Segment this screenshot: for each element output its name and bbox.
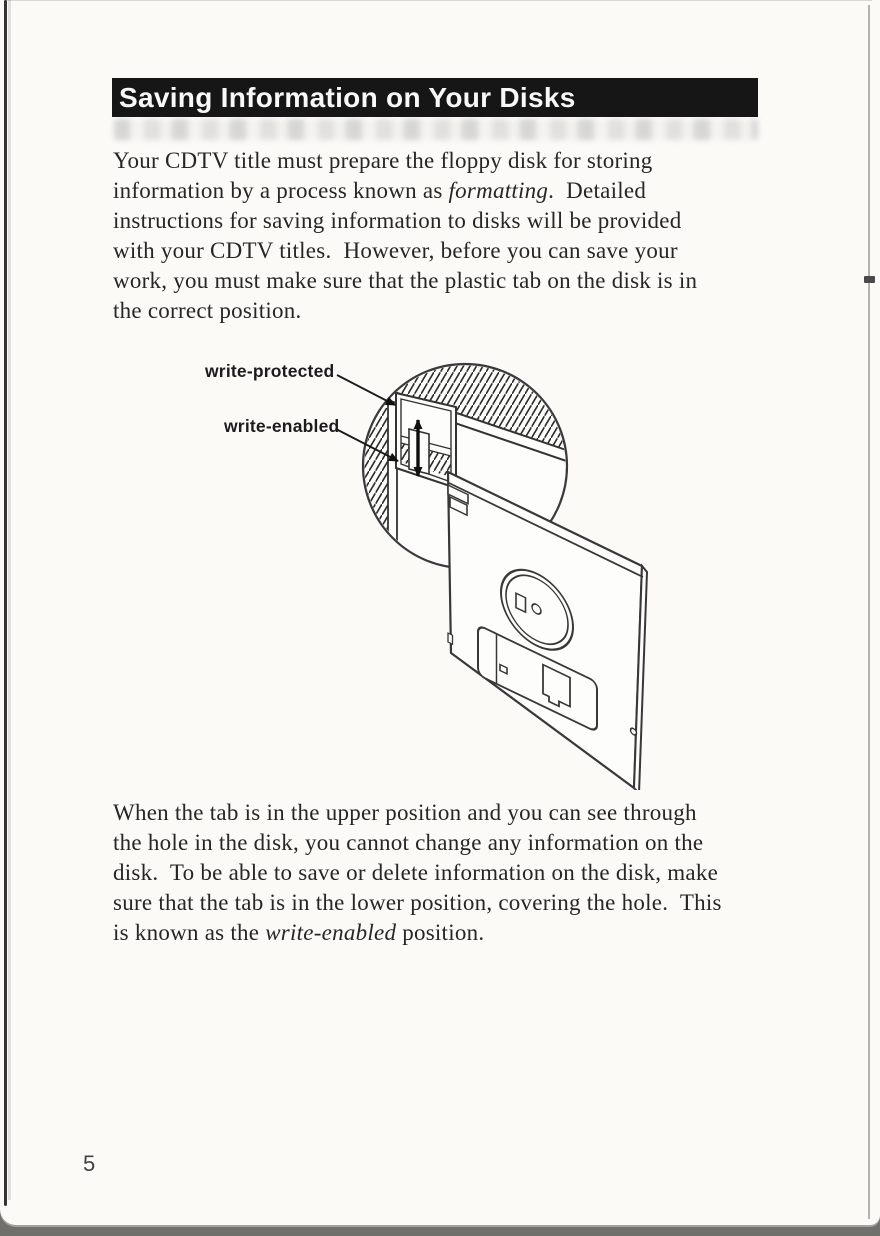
page-number: 5 (83, 1151, 96, 1176)
print-bleed-artifact (114, 119, 758, 140)
page-left-edge (4, 0, 7, 1206)
paragraph-intro: Your CDTV title must prepare the floppy disk for storing information by a process known as formatting. Detailed instructions for saving information to disks will be provided with your CDTV titles. However, before you can save your work, you must make sure that the plastic tab on the disk is in the correct position. (113, 148, 698, 323)
page-top-edge (6, 0, 872, 1)
section-header-bar (112, 78, 758, 117)
floppy-disk-body (448, 472, 647, 790)
page-edge-mark (864, 276, 875, 283)
label-write-protected: write-protected (205, 361, 335, 381)
page-left-edge-shadow (8, 0, 11, 1200)
floppy-disk-diagram (200, 350, 670, 790)
left-edge-notch (448, 633, 453, 644)
paragraph-explanation: When the tab is in the upper position and you can see through the hole in the disk, you cannot change any information on the disk. To be able to save or delete information on the disk, make sure that the tab is in the lower position, covering the hole. This is known as the write-enabled position. (113, 800, 722, 945)
section-title: Saving Information on Your Disks (119, 82, 576, 113)
label-write-enabled: write-enabled (224, 416, 340, 436)
page-right-edge (868, 5, 870, 1219)
write-protected-leader-arrow (337, 375, 395, 405)
